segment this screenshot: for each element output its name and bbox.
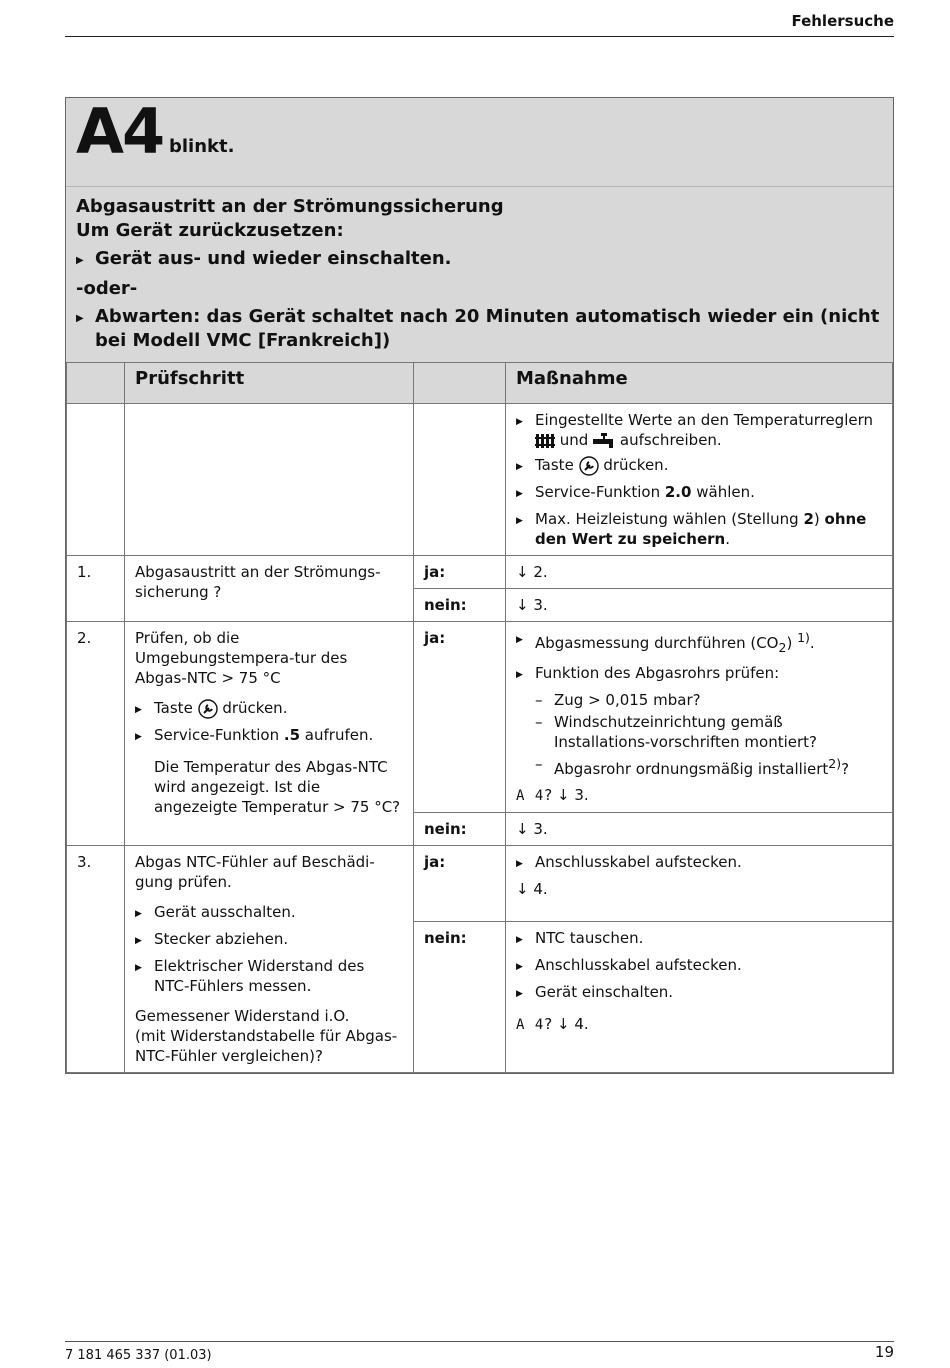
bullet-icon: ▶ bbox=[516, 635, 523, 645]
troubleshooting-table bbox=[66, 362, 893, 1073]
list-item: ▶ Gerät ausschalten. bbox=[135, 902, 403, 924]
display-result: A 4? ↓ 4. bbox=[516, 1014, 589, 1033]
header-check: Prüfschritt bbox=[125, 363, 414, 404]
list-item: – Abgasrohr ordnungsmäßig installiert$^{2)}$? bbox=[535, 755, 850, 778]
table-row-step3-ja bbox=[67, 846, 893, 922]
measured-question: Gemessener Widerstand i.O. bbox=[135, 1007, 350, 1025]
reset-option-2: ▶ Abwarten: das Gerät schaltet nach 20 Minuten automatisch wieder ein (nicht bei Modell VMC [Frankreich]) bbox=[76, 306, 880, 351]
fault-state: blinkt. bbox=[169, 136, 235, 157]
bullet-icon: ▶ bbox=[516, 516, 523, 526]
next-step: ↓ 4. bbox=[516, 880, 548, 898]
bullet-icon: ▶ bbox=[516, 961, 523, 972]
answer-ja: ja: bbox=[414, 622, 506, 813]
list-item: ▶ Anschlusskabel aufstecken. bbox=[516, 852, 882, 874]
bullet-icon: ▶ bbox=[135, 732, 142, 742]
table-header-row bbox=[67, 363, 893, 404]
service-key-icon bbox=[198, 699, 218, 719]
fault-code: A4 bbox=[76, 95, 164, 168]
action-nein: ↓ 3. bbox=[506, 813, 893, 846]
step-number: 2. bbox=[67, 622, 125, 846]
answer-ja: ja: bbox=[414, 846, 506, 922]
step-text: Prüfen, ob die Umgebungstempera-tur des Abgas-NTC > 75 °C bbox=[135, 629, 348, 687]
bullet-icon: ▶ bbox=[76, 255, 84, 266]
header-action: Maßnahme bbox=[506, 363, 893, 404]
reset-intro: Um Gerät zurückzusetzen: bbox=[76, 220, 344, 241]
footer-rule bbox=[65, 1341, 894, 1342]
display-result: A 4? ↓ 3. bbox=[516, 786, 589, 804]
page-number: 19 bbox=[874, 1343, 894, 1361]
list-item: ▶ Max. Heizleistung wählen (Stellung 2) ohne den Wert zu speichern. bbox=[516, 510, 867, 548]
list-item: ▶ Service-Funktion .5 aufrufen. bbox=[135, 725, 403, 747]
fault-cause-band bbox=[66, 187, 893, 362]
action-ja: ↓ 2. bbox=[506, 556, 893, 589]
bullet-icon: ▶ bbox=[135, 909, 142, 919]
display-code: A 4 bbox=[516, 788, 545, 804]
list-item: – Windschutzeinrichtung gemäß Installations-vorschriften montiert? bbox=[535, 713, 818, 751]
list-item: ▶ Elektrischer Widerstand des NTC-Fühlers messen. bbox=[135, 957, 365, 995]
list-item: ▶ Eingestellte Werte an den Temperaturreglern und aufschreiben. bbox=[516, 411, 874, 449]
answer-nein: nein: bbox=[414, 589, 506, 622]
service-key-icon bbox=[579, 456, 599, 476]
table-row-prep bbox=[67, 404, 893, 556]
header-rule bbox=[65, 36, 894, 37]
faucet-icon bbox=[593, 433, 615, 449]
list-item: ▶ NTC tauschen. bbox=[516, 928, 882, 950]
fault-code-band bbox=[66, 95, 893, 187]
fault-box bbox=[65, 97, 894, 1074]
bullet-icon: ▶ bbox=[76, 313, 84, 324]
list-item: ▶ Taste drücken. bbox=[516, 455, 882, 477]
answer-ja: ja: bbox=[414, 556, 506, 589]
document-code: 7 181 465 337 (01.03) bbox=[65, 1348, 212, 1363]
bullet-icon: ▶ bbox=[516, 489, 523, 499]
bullet-icon: ▶ bbox=[516, 417, 523, 427]
table-row-step2-ja bbox=[67, 622, 893, 813]
step-number: 3. bbox=[67, 846, 125, 1073]
fault-cause: Abgasaustritt an der Strömungssicherung bbox=[76, 196, 504, 217]
bullet-icon: ▶ bbox=[516, 988, 523, 999]
step-note: Die Temperatur des Abgas-NTC wird angezeigt. Ist die angezeigte Temperatur > 75 °C? bbox=[154, 758, 401, 816]
step-number: 1. bbox=[67, 556, 125, 622]
bullet-icon: ▶ bbox=[135, 705, 142, 715]
bullet-icon: ▶ bbox=[135, 963, 142, 973]
answer-nein: nein: bbox=[414, 813, 506, 846]
bullet-icon: ▶ bbox=[516, 859, 523, 869]
reset-option-1: ▶ Gerät aus- und wieder einschalten. bbox=[76, 247, 883, 273]
list-item: ▶ Service-Funktion 2.0 wählen. bbox=[516, 482, 882, 504]
bullet-icon: ▶ bbox=[516, 462, 523, 472]
bullet-icon: ▶ bbox=[516, 670, 523, 680]
list-item: ▶ Gerät einschalten. bbox=[516, 982, 882, 1004]
or-separator: -oder- bbox=[76, 278, 138, 299]
list-item: ▶ Funktion des Abgasrohrs prüfen: bbox=[516, 663, 882, 685]
step-text: Abgas NTC-Fühler auf Beschädi-gung prüfen. bbox=[135, 853, 375, 891]
step-text: Abgasaustritt an der Strömungs-sicherung ? bbox=[125, 556, 414, 622]
radiator-icon bbox=[535, 433, 555, 449]
measured-question-detail: (mit Widerstandstabelle für Abgas-NTC-Fühler vergleichen)? bbox=[135, 1027, 398, 1065]
section-title: Fehlersuche bbox=[791, 12, 894, 30]
list-item: ▶ Taste drücken. bbox=[135, 698, 403, 720]
list-item: – Zug > 0,015 mbar? bbox=[535, 691, 701, 709]
action-nein: ↓ 3. bbox=[506, 589, 893, 622]
bullet-icon: ▶ bbox=[516, 934, 523, 945]
list-item: ▶ Stecker abziehen. bbox=[135, 929, 403, 951]
display-code: A 4 bbox=[516, 1016, 545, 1033]
answer-nein: nein: bbox=[414, 921, 506, 1072]
bullet-icon: ▶ bbox=[135, 936, 142, 946]
list-item: ▶ Anschlusskabel aufstecken. bbox=[516, 955, 882, 977]
table-row-step1-ja bbox=[67, 556, 893, 589]
list-item: ▶ Abgasmessung durchführen $(CO_2)$ $^{1)}$. bbox=[516, 628, 882, 658]
